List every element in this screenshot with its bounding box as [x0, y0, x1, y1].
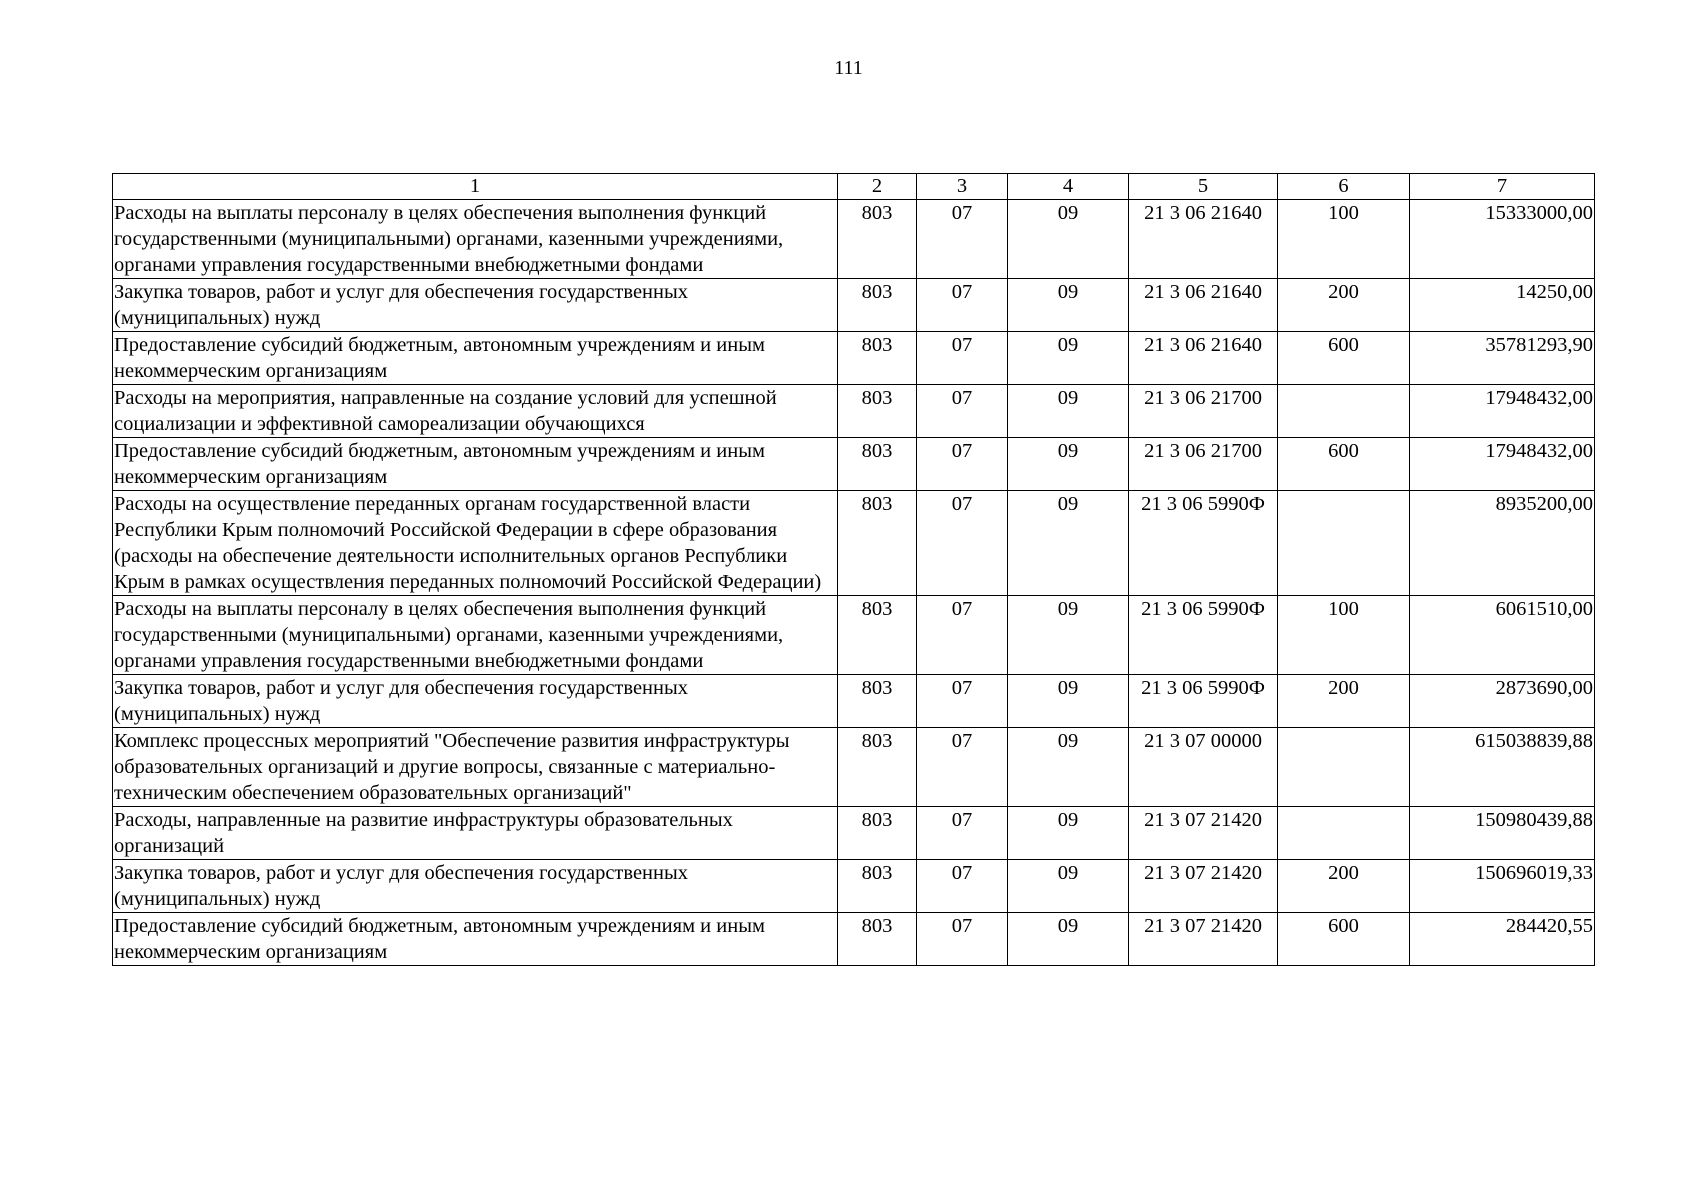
- expense-description: Предоставление субсидий бюджетным, автономным учреждениям и иным некоммерческим организациям: [113, 332, 838, 385]
- table-row: [113, 332, 1595, 385]
- header-row: [113, 174, 1595, 200]
- expense-type-code: [1278, 728, 1410, 807]
- department-code: 803: [838, 438, 917, 491]
- department-code: 803: [838, 332, 917, 385]
- expense-type-code: [1278, 807, 1410, 860]
- amount: 14250,00: [1410, 279, 1595, 332]
- subsection-code: 09: [1008, 728, 1129, 807]
- department-code: 803: [838, 491, 917, 596]
- table-row: [113, 596, 1595, 675]
- expense-description: Расходы на выплаты персоналу в целях обеспечения выполнения функций государственными (муниципальными) органами, казенными учреждениями, органами управления государственными внебюджетными фондами: [113, 596, 838, 675]
- expense-description: Расходы на осуществление переданных органам государственной власти Республики Крым полномочий Российской Федерации в сфере образования (расходы на обеспечение деятельности исполнительных органов Республики Крым в рамках осуществления переданных полномочий Российской Федерации): [113, 491, 838, 596]
- section-code: 07: [917, 332, 1008, 385]
- amount: 15333000,00: [1410, 200, 1595, 279]
- department-code: 803: [838, 200, 917, 279]
- department-code: 803: [838, 675, 917, 728]
- column-header: 3: [917, 174, 1008, 200]
- expense-type-code: 600: [1278, 913, 1410, 966]
- expense-type-code: 100: [1278, 596, 1410, 675]
- expense-description: Комплекс процессных мероприятий "Обеспечение развития инфраструктуры образовательных организаций и другие вопросы, связанные с материально-техническим обеспечением образовательных организаций": [113, 728, 838, 807]
- subsection-code: 09: [1008, 596, 1129, 675]
- table-row: [113, 860, 1595, 913]
- department-code: 803: [838, 913, 917, 966]
- table-row: [113, 491, 1595, 596]
- column-header: 5: [1129, 174, 1278, 200]
- section-code: 07: [917, 675, 1008, 728]
- amount: 8935200,00: [1410, 491, 1595, 596]
- table-row: [113, 385, 1595, 438]
- amount: 2873690,00: [1410, 675, 1595, 728]
- target-article-code: 21 3 07 21420: [1129, 913, 1278, 966]
- section-code: 07: [917, 728, 1008, 807]
- page-number: 111: [834, 57, 863, 79]
- expense-type-code: 600: [1278, 438, 1410, 491]
- department-code: 803: [838, 279, 917, 332]
- department-code: 803: [838, 385, 917, 438]
- target-article-code: 21 3 06 21640: [1129, 200, 1278, 279]
- target-article-code: 21 3 06 5990Ф: [1129, 491, 1278, 596]
- subsection-code: 09: [1008, 385, 1129, 438]
- amount: 615038839,88: [1410, 728, 1595, 807]
- column-header: 4: [1008, 174, 1129, 200]
- expense-type-code: 600: [1278, 332, 1410, 385]
- department-code: 803: [838, 807, 917, 860]
- target-article-code: 21 3 06 21700: [1129, 438, 1278, 491]
- expense-type-code: [1278, 491, 1410, 596]
- amount: 17948432,00: [1410, 385, 1595, 438]
- subsection-code: 09: [1008, 860, 1129, 913]
- column-header: 2: [838, 174, 917, 200]
- expense-type-code: 200: [1278, 279, 1410, 332]
- expense-description: Расходы на мероприятия, направленные на создание условий для успешной социализации и эффективной самореализации обучающихся: [113, 385, 838, 438]
- target-article-code: 21 3 07 21420: [1129, 860, 1278, 913]
- target-article-code: 21 3 06 5990Ф: [1129, 596, 1278, 675]
- section-code: 07: [917, 913, 1008, 966]
- subsection-code: 09: [1008, 200, 1129, 279]
- expense-description: Предоставление субсидий бюджетным, автономным учреждениям и иным некоммерческим организациям: [113, 438, 838, 491]
- expense-description: Расходы на выплаты персоналу в целях обеспечения выполнения функций государственными (муниципальными) органами, казенными учреждениями, органами управления государственными внебюджетными фондами: [113, 200, 838, 279]
- column-header: 7: [1410, 174, 1595, 200]
- department-code: 803: [838, 596, 917, 675]
- expense-description: Закупка товаров, работ и услуг для обеспечения государственных (муниципальных) нужд: [113, 279, 838, 332]
- expense-type-code: 200: [1278, 860, 1410, 913]
- expense-description: Расходы, направленные на развитие инфраструктуры образовательных организаций: [113, 807, 838, 860]
- target-article-code: 21 3 07 00000: [1129, 728, 1278, 807]
- section-code: 07: [917, 200, 1008, 279]
- section-code: 07: [917, 438, 1008, 491]
- target-article-code: 21 3 07 21420: [1129, 807, 1278, 860]
- table-row: [113, 913, 1595, 966]
- amount: 35781293,90: [1410, 332, 1595, 385]
- subsection-code: 09: [1008, 913, 1129, 966]
- expense-description: Закупка товаров, работ и услуг для обеспечения государственных (муниципальных) нужд: [113, 860, 838, 913]
- expense-description: Закупка товаров, работ и услуг для обеспечения государственных (муниципальных) нужд: [113, 675, 838, 728]
- subsection-code: 09: [1008, 279, 1129, 332]
- department-code: 803: [838, 728, 917, 807]
- expense-type-code: [1278, 385, 1410, 438]
- table-row: [113, 807, 1595, 860]
- amount: 150696019,33: [1410, 860, 1595, 913]
- subsection-code: 09: [1008, 675, 1129, 728]
- column-header: 1: [113, 174, 838, 200]
- column-header: 6: [1278, 174, 1410, 200]
- expense-type-code: 200: [1278, 675, 1410, 728]
- target-article-code: 21 3 06 21640: [1129, 279, 1278, 332]
- subsection-code: 09: [1008, 491, 1129, 596]
- amount: 17948432,00: [1410, 438, 1595, 491]
- table-row: [113, 438, 1595, 491]
- section-code: 07: [917, 807, 1008, 860]
- section-code: 07: [917, 385, 1008, 438]
- section-code: 07: [917, 860, 1008, 913]
- subsection-code: 09: [1008, 332, 1129, 385]
- section-code: 07: [917, 491, 1008, 596]
- table-row: [113, 279, 1595, 332]
- expense-type-code: 100: [1278, 200, 1410, 279]
- table-row: [113, 675, 1595, 728]
- section-code: 07: [917, 279, 1008, 332]
- subsection-code: 09: [1008, 807, 1129, 860]
- department-code: 803: [838, 860, 917, 913]
- amount: 150980439,88: [1410, 807, 1595, 860]
- amount: 6061510,00: [1410, 596, 1595, 675]
- target-article-code: 21 3 06 5990Ф: [1129, 675, 1278, 728]
- subsection-code: 09: [1008, 438, 1129, 491]
- budget-table: [112, 173, 1595, 966]
- table-row: [113, 728, 1595, 807]
- target-article-code: 21 3 06 21700: [1129, 385, 1278, 438]
- amount: 284420,55: [1410, 913, 1595, 966]
- table-row: [113, 200, 1595, 279]
- target-article-code: 21 3 06 21640: [1129, 332, 1278, 385]
- expense-description: Предоставление субсидий бюджетным, автономным учреждениям и иным некоммерческим организациям: [113, 913, 838, 966]
- section-code: 07: [917, 596, 1008, 675]
